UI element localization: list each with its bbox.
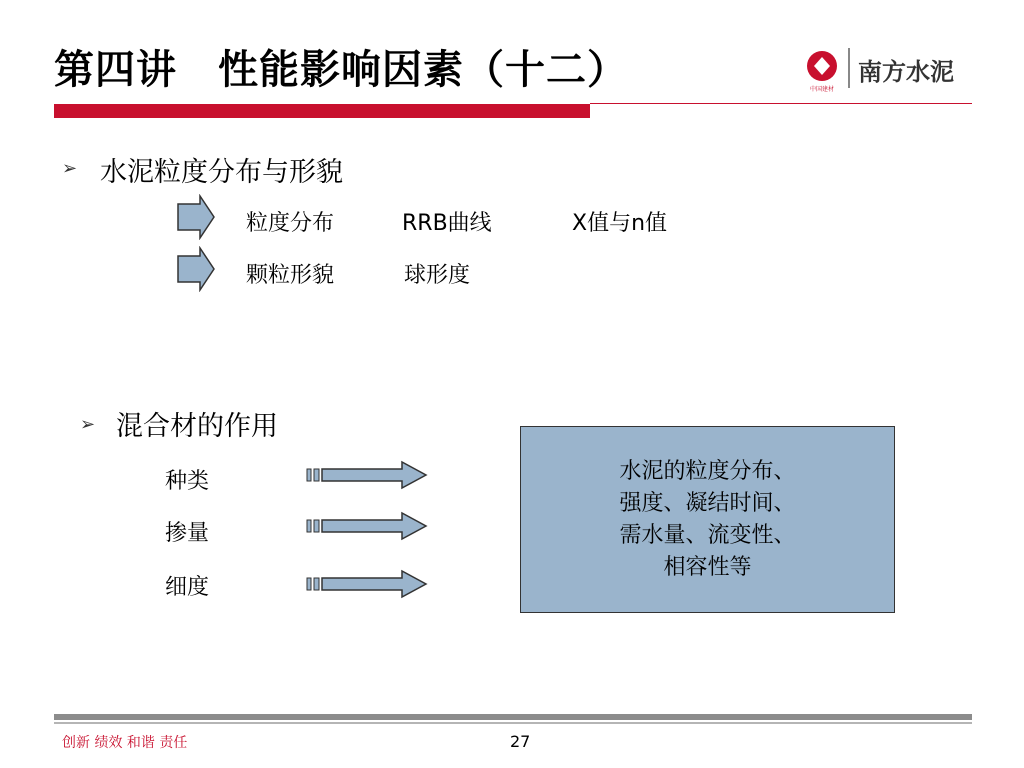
row1-item-3: X值与n值 bbox=[572, 211, 668, 236]
footer-slogan: 创新 绩效 和谐 责任 bbox=[62, 735, 188, 751]
striped-arrow-icon bbox=[306, 460, 430, 490]
row2-item-2: 球形度 bbox=[404, 263, 471, 288]
brand-emblem-icon bbox=[804, 48, 840, 84]
footer-rule-thick bbox=[54, 714, 972, 720]
effects-line-4: 相容性等 bbox=[663, 554, 752, 580]
brand-logo bbox=[804, 44, 974, 94]
row1-item-2: RRB曲线 bbox=[402, 211, 492, 236]
brand-subtitle: 中国建材 bbox=[809, 86, 834, 93]
effects-line-2: 强度、凝结时间、 bbox=[619, 490, 796, 516]
effects-line-1: 水泥的粒度分布、 bbox=[619, 458, 796, 484]
brand-divider bbox=[848, 48, 850, 88]
row1-item-1: 粒度分布 bbox=[246, 211, 335, 236]
effects-line-3: 需水量、流变性、 bbox=[619, 522, 796, 548]
striped-arrow-icon bbox=[306, 511, 430, 541]
slide-title: 第四讲 性能影响因素（十二） bbox=[54, 47, 628, 93]
section1-heading: 水泥粒度分布与形貌 bbox=[100, 157, 343, 188]
title-underline-bar bbox=[54, 104, 590, 118]
title-underline-thin bbox=[590, 103, 972, 104]
factor-item-1: 种类 bbox=[165, 469, 210, 494]
striped-arrow-icon bbox=[306, 569, 430, 599]
effects-box bbox=[520, 426, 895, 613]
block-arrow-icon bbox=[176, 194, 216, 240]
section2-heading: 混合材的作用 bbox=[116, 411, 278, 442]
page-number: 27 bbox=[510, 732, 531, 751]
factor-item-3: 细度 bbox=[165, 575, 210, 600]
brand-name: 南方水泥 bbox=[858, 58, 954, 86]
bullet-icon: ➢ bbox=[62, 158, 78, 179]
row2-item-1: 颗粒形貌 bbox=[246, 263, 335, 288]
footer-rule-thin bbox=[54, 722, 972, 724]
factor-item-2: 掺量 bbox=[165, 521, 210, 546]
bullet-icon: ➢ bbox=[80, 414, 96, 435]
block-arrow-icon bbox=[176, 246, 216, 292]
